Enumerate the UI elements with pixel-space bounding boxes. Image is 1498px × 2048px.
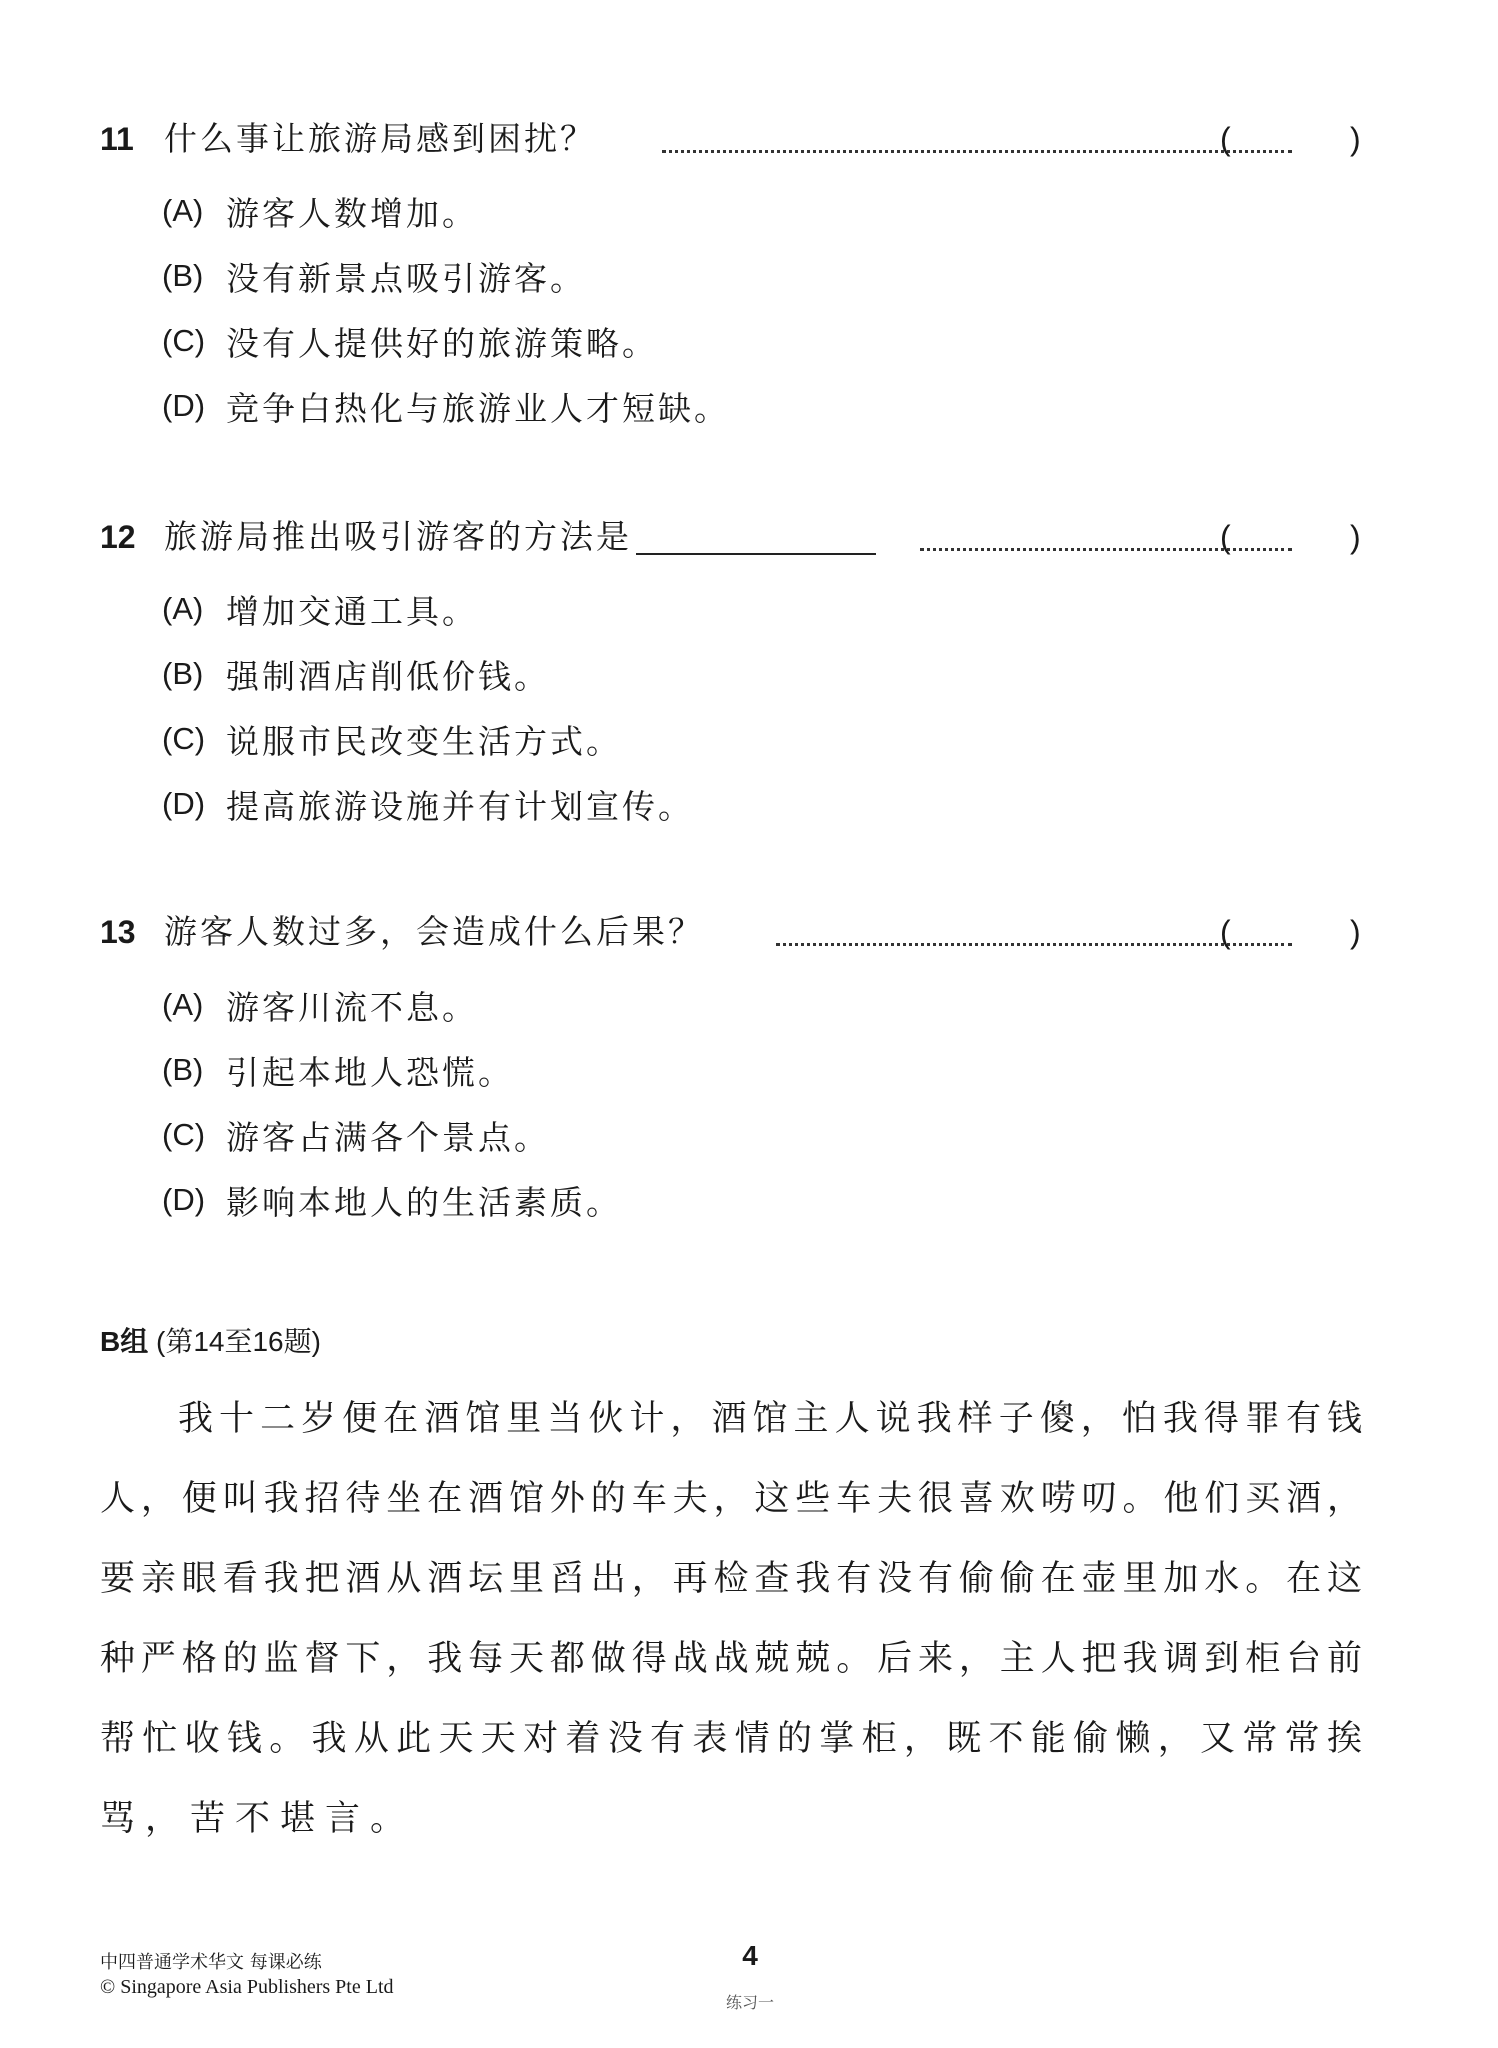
section-range: (第14至16题) [156,1326,321,1357]
passage-line: 帮忙收钱。我从此天天对着没有表情的掌柜，既不能偷懒，又常常挨 [100,1719,1362,1759]
footer-left [100,1948,394,1999]
option-a [162,186,478,236]
option-label: (A) [162,591,204,626]
section-heading [100,1320,321,1360]
answer-paren-open: ( [1220,914,1231,950]
option-text: 游客川流不息。 [226,987,478,1027]
option-text: 没有新景点吸引游客。 [226,258,586,298]
option-label: (A) [162,987,204,1022]
option-text: 强制酒店削低价钱。 [226,656,550,696]
option-text: 游客人数增加。 [226,193,478,233]
option-label: (C) [162,323,206,358]
answer-paren-close: ) [1350,519,1361,555]
section-group: B组 [100,1326,149,1357]
book-title: 中四普通学术华文 每课必练 [100,1952,322,1973]
dotted-leader [662,100,1292,153]
option-text: 没有人提供好的旅游策略。 [226,323,658,363]
passage-line: 人，便叫我招待坐在酒馆外的车夫，这些车夫很喜欢唠叨。他们买酒， [100,1479,1362,1519]
question-13 [100,907,1360,957]
question-12 [100,512,1360,562]
option-label: (D) [162,388,206,423]
option-text: 引起本地人恐慌。 [226,1052,514,1092]
option-d [162,1175,622,1225]
dotted-leader [776,893,1292,946]
question-11 [100,114,1360,164]
question-number: 11 [100,121,134,157]
option-text: 增加交通工具。 [226,591,478,631]
option-b [162,649,550,699]
option-text: 影响本地人的生活素质。 [226,1182,622,1222]
question-number: 12 [100,519,136,555]
answer-paren-close: ) [1350,121,1361,157]
option-c [162,1110,550,1160]
option-label: (A) [162,193,204,228]
option-label: (D) [162,1182,206,1217]
option-a [162,584,478,634]
option-a [162,980,478,1030]
option-label: (B) [162,656,204,691]
option-label: (B) [162,258,204,293]
option-d [162,779,694,829]
question-number: 13 [100,914,136,950]
passage-line: 我十二岁便在酒馆里当伙计，酒馆主人说我样子傻，怕我得罪有钱 [178,1399,1362,1439]
passage-line: 要亲眼看我把酒从酒坛里舀出，再检查我有没有偷偷在壶里加水。在这 [100,1559,1362,1599]
option-label: (C) [162,1117,206,1152]
passage-line: 种严格的监督下，我每天都做得战战兢兢。后来，主人把我调到柜台前 [100,1639,1362,1679]
option-d [162,381,730,431]
answer-paren-close: ) [1350,914,1361,950]
option-text: 提高旅游设施并有计划宣传。 [226,786,694,826]
passage-line: 骂，苦不堪言。 [100,1799,416,1839]
question-text: 什么事让旅游局感到困扰？ [164,119,596,158]
exercise-label: 练习一 [725,1993,774,2012]
answer-paren-open: ( [1220,519,1231,555]
option-label: (B) [162,1052,204,1087]
option-c [162,316,658,366]
dotted-leader [920,498,1292,551]
option-text: 说服市民改变生活方式。 [226,721,622,761]
option-label: (C) [162,721,206,756]
copyright: © Singapore Asia Publishers Pte Ltd [100,1976,394,1998]
option-text: 游客占满各个景点。 [226,1117,550,1157]
option-text: 竞争白热化与旅游业人才短缺。 [226,388,730,428]
answer-paren-open: ( [1220,121,1231,157]
option-b [162,251,586,301]
answer-blank [636,519,876,555]
question-text [164,512,876,562]
option-c [162,714,622,764]
option-b [162,1045,514,1095]
question-text-content: 旅游局推出吸引游客的方法是 [164,517,632,556]
question-text: 游客人数过多，会造成什么后果？ [164,912,704,951]
page-number: 4 [742,1940,758,1971]
option-label: (D) [162,786,206,821]
